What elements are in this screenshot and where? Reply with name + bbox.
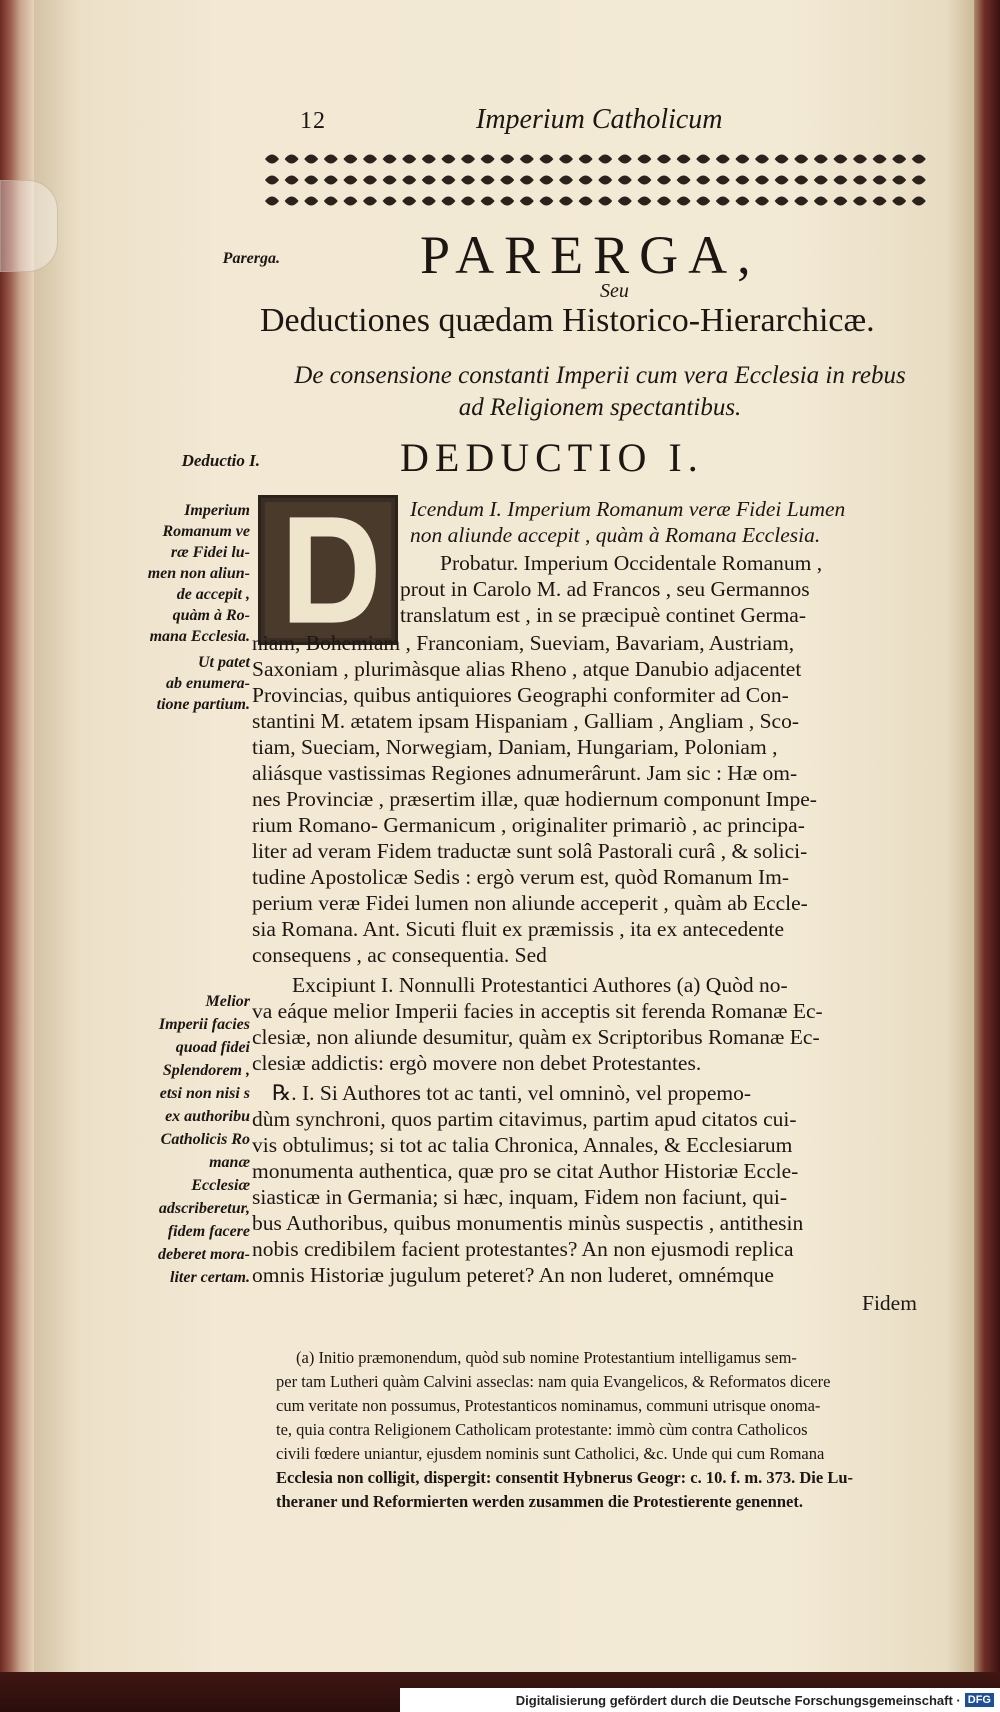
margin-line: Splendorem , — [162, 1062, 250, 1079]
margin-note-deductio: Deductio I. — [181, 451, 260, 470]
ornament-motif — [539, 176, 553, 185]
ornament-motif — [892, 176, 906, 185]
ornament-motif — [775, 176, 789, 185]
ornament-motif — [873, 176, 887, 185]
ornament-motif — [500, 197, 514, 206]
ornament-motif — [794, 155, 808, 164]
ornament-motif — [677, 155, 691, 164]
ornament-motif — [343, 155, 357, 164]
ornament-motif — [383, 197, 397, 206]
ornament-motif — [735, 155, 749, 164]
margin-note-imperium — [140, 500, 250, 647]
margin-line: ex authoribu — [165, 1108, 250, 1125]
body-line: siasticæ in Germania; si hæc, inquam, Fidem non faciunt, qui- — [252, 1185, 788, 1209]
footnote-line: civili fœdere uniantur, ejusdem nominis sunt Catholici, &c. Unde qui cum Romana — [276, 1444, 825, 1463]
footer-credit: Digitalisierung gefördert durch die Deutsche Forschungsgemeinschaft · — [515, 1692, 961, 1708]
ornament-motif — [873, 197, 887, 206]
decorated-initial-d-icon — [258, 495, 398, 645]
ornament-motif — [304, 155, 318, 164]
body-line: dùm synchroni, quos partim citavimus, partim apud citatos cui- — [252, 1107, 797, 1131]
ornament-motif — [441, 197, 455, 206]
margin-line: de accepit , — [176, 586, 250, 603]
ornament-motif — [755, 155, 769, 164]
ornament-motif — [363, 197, 377, 206]
ornament-motif — [500, 155, 514, 164]
ornament-motif — [265, 155, 279, 164]
ornament-motif — [912, 197, 926, 206]
ornament-motif — [285, 176, 299, 185]
margin-line: quoad fidei — [175, 1039, 250, 1056]
ornament-motif — [853, 197, 867, 206]
ornament-motif — [559, 176, 573, 185]
footer-credit-bar — [400, 1688, 1000, 1712]
ornament-motif — [892, 197, 906, 206]
ornament-motif — [461, 155, 475, 164]
running-title: Imperium Catholicum — [476, 104, 723, 135]
margin-line: fidem facere — [167, 1223, 250, 1240]
title-parerga: PARERGA, — [420, 225, 761, 285]
ornament-motif — [775, 155, 789, 164]
body-line: stantini M. ætatem ipsam Hispaniam , Galliam , Angliam , Sco- — [252, 709, 799, 733]
body-line: rium Romano- Germanicum , originaliter primariò , ac principa- — [252, 813, 805, 837]
ornament-motif — [343, 197, 357, 206]
body-line: sia Romana. Ant. Sicuti fluit ex præmissis , ita ex antecedente — [252, 917, 785, 941]
ornament-motif — [637, 197, 651, 206]
margin-line: liter certam. — [170, 1269, 250, 1286]
ornament-motif — [520, 197, 534, 206]
ornament-motif — [422, 155, 436, 164]
body-line: Saxoniam , plurimàsque alias Rheno , atque Danubio adjacentet — [252, 657, 802, 681]
ornament-motif — [618, 176, 632, 185]
margin-line: Romanum ve — [162, 523, 250, 540]
ornament-motif — [814, 155, 828, 164]
body-line: omnis Historiæ jugulum peteret? An non luderet, omnémque — [252, 1263, 774, 1287]
body-line: Probatur. Imperium Occidentale Romanum , — [440, 551, 823, 575]
body-line: clesiæ, non aliunde desumitur, quàm ex Scriptoribus Romanæ Ec- — [252, 1025, 820, 1049]
ornament-motif — [657, 155, 671, 164]
body-line: vis obtulimus; si tot ac talia Chronica, Annales, & Ecclesiarum — [252, 1133, 793, 1157]
body-line: non aliunde accepit , quàm à Romana Ecclesia. — [410, 523, 821, 547]
body-line: niam, Bohemiam , Franconiam, Sueviam, Bavariam, Austriam, — [252, 631, 795, 655]
footnote-line: (a) Initio præmonendum, quòd sub nomine Protestantium intelligamus sem- — [296, 1348, 797, 1367]
ornament-motif — [285, 155, 299, 164]
ornament-motif — [618, 197, 632, 206]
ornament-motif — [814, 176, 828, 185]
margin-line: tione partium. — [156, 696, 250, 713]
title-deductiones: Deductiones quædam Historico-Hierarchicæ. — [260, 302, 875, 339]
ornament-motif — [422, 176, 436, 185]
page-number: 12 — [300, 108, 326, 134]
body-line: Provincias, quibus antiquiores Geographi conformiter ad Con- — [252, 683, 789, 707]
ornament-motif — [343, 176, 357, 185]
body-line: nes Provinciæ , præsertim illæ, quæ hodiernum componunt Impe- — [252, 787, 817, 811]
ornament-motif — [559, 155, 573, 164]
ornament-motif — [304, 176, 318, 185]
ornament-motif — [579, 197, 593, 206]
margin-note-ut-patet — [140, 652, 250, 715]
ornament-motif — [833, 197, 847, 206]
body-line: ℞. I. Si Authores tot ac tanti, vel omninò, vel propemo- — [272, 1081, 752, 1105]
ornament-motif — [579, 155, 593, 164]
footnote-line: per tam Lutheri quàm Calvini asseclas: nam quia Evangelicos, & Reformatos dicere — [276, 1372, 831, 1391]
body-line: perium veræ Fidei lumen non aliunde acceperit , quàm ab Eccle- — [252, 891, 808, 915]
margin-line: etsi non nisi s — [159, 1085, 250, 1102]
body-line: monumenta authentica, quæ pro se citat Author Historiæ Eccle- — [252, 1159, 799, 1183]
ornament-motif — [539, 197, 553, 206]
margin-line: men non aliun- — [147, 565, 250, 582]
margin-line: ab enumera- — [166, 675, 250, 692]
dfg-logo: DFG — [965, 1693, 994, 1707]
body-line: Fidem — [862, 1291, 917, 1315]
title-line: De consensione constanti Imperii cum vera Ecclesia in rebus — [294, 362, 906, 389]
ornament-motif — [363, 176, 377, 185]
margin-line: Melior — [205, 993, 250, 1010]
body-line: clesiæ addictis: ergò movere non debet Protestantes. — [252, 1051, 702, 1075]
page-edge — [974, 0, 1000, 1712]
ornament-motif — [441, 176, 455, 185]
ornament-motif — [461, 176, 475, 185]
body-line: Icendum I. Imperium Romanum veræ Fidei Lumen — [410, 497, 846, 521]
title-consensione — [260, 360, 940, 424]
body-line: tudine Apostolicæ Sedis : ergò verum est, quòd Romanum Im- — [252, 865, 790, 889]
body-line: bus Authoribus, quibus monumentis minùs suspectis , antithesin — [252, 1211, 804, 1235]
ornament-motif — [735, 176, 749, 185]
ornament-motif — [559, 197, 573, 206]
ornament-motif — [677, 197, 691, 206]
ornament-motif — [716, 176, 730, 185]
margin-line: adscriberetur, — [158, 1200, 250, 1217]
ornament-motif — [833, 155, 847, 164]
ornament-motif — [912, 176, 926, 185]
body-line: tiam, Sueciam, Norwegiam, Daniam, Hungariam, Poloniam , — [252, 735, 778, 759]
title-seu: Seu — [600, 280, 629, 302]
body-line: aliásque vastissimas Regiones adnumerârunt. Jam sic : Hæ om- — [252, 761, 798, 785]
ornament-motif — [794, 197, 808, 206]
ornament-motif — [324, 197, 338, 206]
ornament-motif — [520, 155, 534, 164]
page-tab-marker — [0, 180, 58, 272]
ornament-motif — [481, 176, 495, 185]
ornament-motif — [383, 155, 397, 164]
ornament-motif — [598, 155, 612, 164]
ornament-motif — [422, 197, 436, 206]
margin-line: Imperii facies — [158, 1016, 250, 1033]
margin-line: manæ Ecclesiæ — [191, 1154, 250, 1194]
margin-line: Imperium — [184, 502, 250, 519]
ornament-motif — [500, 176, 514, 185]
ornament-motif — [265, 176, 279, 185]
ornament-motif — [735, 197, 749, 206]
ornament-motif — [383, 176, 397, 185]
footnote-line: Ecclesia non colligit, dispergit: consentit Hybnerus Geogr: c. 10. f. m. 373. Die Lu- — [276, 1468, 853, 1487]
ornament-motif — [755, 197, 769, 206]
ornament-motif — [402, 197, 416, 206]
ornament-motif — [265, 197, 279, 206]
body-line: va eáque melior Imperii facies in acceptis sit ferenda Romanæ Ec- — [252, 999, 823, 1023]
ornament-motif — [304, 197, 318, 206]
body-line: liter ad veram Fidem traductæ sunt solâ Pastorali curâ , & solici- — [252, 839, 808, 863]
footnote-line: te, quia contra Religionem Catholicam protestante: immò cùm contra Catholicos — [276, 1420, 808, 1439]
margin-line: ræ Fidei lu- — [170, 544, 250, 561]
ornament-motif — [696, 197, 710, 206]
ornament-motif — [833, 176, 847, 185]
ornament-motif — [716, 197, 730, 206]
body-line: translatum est , in se præcipuè continet Germa- — [400, 603, 806, 627]
footnote-line: theraner und Reformierten werden zusammen die Protestierente genennet. — [276, 1492, 803, 1511]
ornament-band-icon — [262, 148, 938, 212]
ornament-motif — [657, 197, 671, 206]
margin-line: deberet mora- — [158, 1246, 250, 1263]
ornament-motif — [696, 155, 710, 164]
ornament-motif — [598, 176, 612, 185]
ornament-motif — [539, 155, 553, 164]
ornament-motif — [637, 155, 651, 164]
footnote-line: cum veritate non possumus, Protestanticos nominamus, communi utrisque onoma- — [276, 1396, 821, 1415]
margin-line: quàm à Ro- — [172, 607, 250, 624]
ornament-motif — [814, 197, 828, 206]
ornament-motif — [402, 176, 416, 185]
ornament-motif — [520, 176, 534, 185]
body-line: prout in Carolo M. ad Francos , seu Germannos — [400, 577, 810, 601]
margin-line: Catholicis Ro — [160, 1131, 250, 1148]
margin-line: mana Ecclesia. — [149, 628, 250, 645]
ornament-motif — [579, 176, 593, 185]
ornament-motif — [324, 176, 338, 185]
ornament-motif — [892, 155, 906, 164]
ornament-motif — [775, 197, 789, 206]
body-line: nobis credibilem facient protestantes? An non ejusmodi replica — [252, 1237, 794, 1261]
ornament-motif — [677, 176, 691, 185]
body-line: Excipiunt I. Nonnulli Protestantici Authores (a) Quòd no- — [292, 973, 788, 997]
ornament-motif — [618, 155, 632, 164]
margin-note-melior — [150, 990, 250, 1289]
ornament-motif — [716, 155, 730, 164]
ornament-motif — [657, 176, 671, 185]
ornament-motif — [696, 176, 710, 185]
body-line: consequens , ac consequentia. Sed — [252, 943, 547, 967]
ornament-motif — [402, 155, 416, 164]
title-deductio: DEDUCTIO I. — [400, 435, 704, 480]
ornament-motif — [481, 197, 495, 206]
ornament-motif — [794, 176, 808, 185]
ornament-motif — [853, 176, 867, 185]
ornament-motif — [873, 155, 887, 164]
ornament-motif — [853, 155, 867, 164]
ornament-motif — [481, 155, 495, 164]
ornament-motif — [441, 155, 455, 164]
ornament-motif — [755, 176, 769, 185]
ornament-motif — [461, 197, 475, 206]
ornament-motif — [637, 176, 651, 185]
title-line: ad Religionem spectantibus. — [458, 394, 742, 421]
ornament-motif — [912, 155, 926, 164]
ornament-motif — [285, 197, 299, 206]
ornament-motif — [598, 197, 612, 206]
ornament-motif — [324, 155, 338, 164]
margin-note-parerga: Parerga. — [222, 250, 280, 267]
ornament-motif — [363, 155, 377, 164]
margin-line: Ut patet — [198, 654, 250, 671]
